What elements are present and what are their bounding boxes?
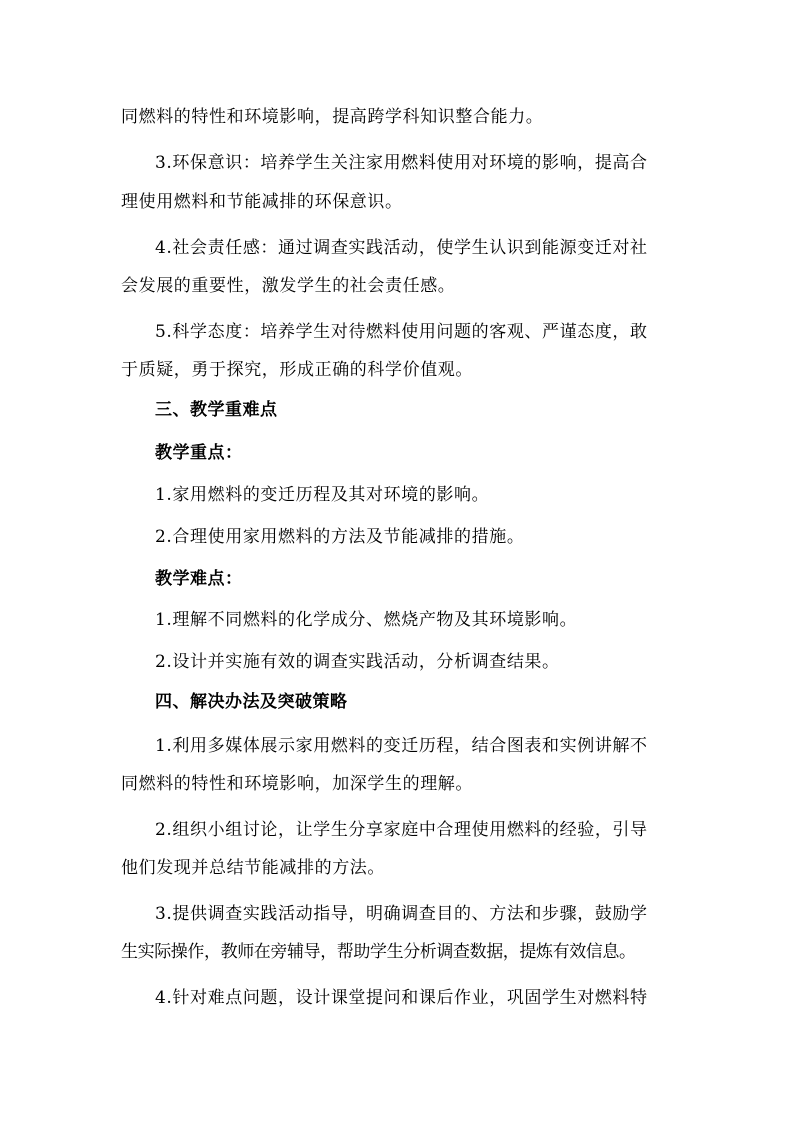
paragraph-line: 同燃料的特性和环境影响，提高跨学科知识整合能力。 bbox=[121, 107, 544, 127]
paragraph-line: 5.科学态度：培养学生对待燃料使用问题的客观、严谨态度，敢 bbox=[155, 322, 648, 342]
paragraph-line: 3.提供调查实践活动指导，明确调查目的、方法和步骤，鼓励学 bbox=[155, 904, 648, 924]
list-item: 2.设计并实施有效的调查实践活动，分析调查结果。 bbox=[155, 652, 560, 672]
paragraph-line: 3.环保意识：培养学生关注家用燃料使用对环境的影响，提高合 bbox=[155, 153, 648, 173]
paragraph-line: 4.社会责任感：通过调查实践活动，使学生认识到能源变迁对社 bbox=[155, 238, 648, 258]
paragraph-line: 1.利用多媒体展示家用燃料的变迁历程，结合图表和实例讲解不 bbox=[155, 736, 648, 756]
paragraph-line: 同燃料的特性和环境影响，加深学生的理解。 bbox=[121, 774, 473, 794]
paragraph-line: 他们发现并总结节能减排的方法。 bbox=[121, 858, 385, 878]
paragraph-line: 理使用燃料和节能减排的环保意识。 bbox=[121, 192, 403, 212]
list-item: 1.理解不同燃料的化学成分、燃烧产物及其环境影响。 bbox=[155, 610, 578, 630]
paragraph-line: 生实际操作，教师在旁辅导，帮助学生分析调查数据，提炼有效信息。 bbox=[121, 942, 636, 962]
paragraph-line: 2.组织小组讨论，让学生分享家庭中合理使用燃料的经验，引导 bbox=[155, 820, 648, 840]
paragraph-line: 于质疑，勇于探究，形成正确的科学价值观。 bbox=[121, 360, 473, 380]
paragraph-line: 会发展的重要性，激发学生的社会责任感。 bbox=[121, 276, 456, 296]
section-heading: 四、解决办法及突破策略 bbox=[155, 692, 348, 712]
sub-heading: 教学难点： bbox=[155, 569, 243, 589]
sub-heading: 教学重点： bbox=[155, 443, 243, 463]
section-heading: 三、教学重难点 bbox=[155, 400, 278, 420]
paragraph-line: 4.针对难点问题，设计课堂提问和课后作业，巩固学生对燃料特 bbox=[155, 988, 648, 1008]
list-item: 2.合理使用家用燃料的方法及节能减排的措施。 bbox=[155, 527, 525, 547]
list-item: 1.家用燃料的变迁历程及其对环境的影响。 bbox=[155, 485, 490, 505]
